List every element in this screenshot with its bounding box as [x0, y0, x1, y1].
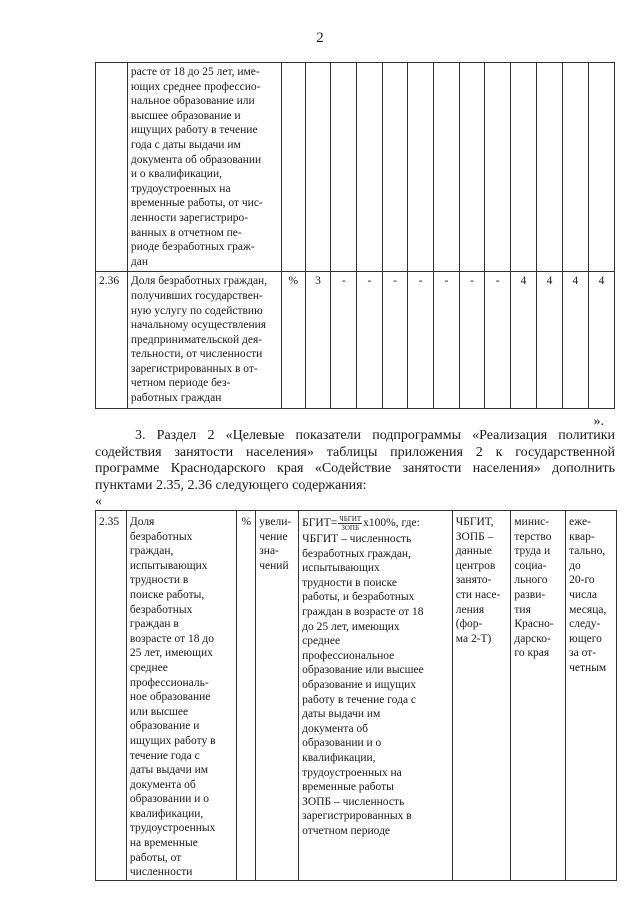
text-line: профессиональ- [129, 676, 209, 689]
text-line: ленности зарегистриро- [130, 211, 249, 224]
value-cell: 4 [510, 272, 536, 408]
row-number-cell: 2.36 [96, 272, 128, 408]
indicator-name-cell [127, 63, 281, 272]
text-line: ное образование [129, 691, 211, 704]
text-line: течение года с [129, 749, 200, 762]
text-line: квар- [569, 530, 595, 543]
text-line: квалификации, [302, 751, 376, 764]
value-cell [382, 63, 408, 272]
text-line: граждан в возрасте от 18 [302, 605, 424, 618]
text-line: минис- [514, 516, 550, 528]
text-line: получивших государствен- [130, 289, 263, 302]
text-line: 25 лет, имеющих [129, 647, 213, 660]
text-line: тия [514, 603, 531, 616]
value-cell [485, 63, 511, 272]
value-cell: 3 [305, 272, 331, 408]
responsible-cell [511, 511, 566, 881]
text-line: граждан, [129, 545, 174, 558]
text-line: образовании и о [302, 737, 382, 750]
text-line: образование и ищущих [302, 678, 417, 691]
data-source-cell [452, 511, 511, 881]
text-line: ма 2-Т) [455, 632, 492, 645]
text-line: граждан в [129, 618, 179, 631]
text-line: работных граждан [130, 392, 222, 405]
table-row [96, 272, 615, 408]
text-line: дарско- [514, 632, 551, 645]
table-row [96, 511, 617, 881]
text-line: Красно- [514, 618, 554, 631]
text-line: ищущих работу в [129, 734, 216, 747]
text-line: до 25 лет, имеющих [302, 620, 400, 633]
text-line: документа об образовании [130, 153, 262, 166]
text-line: высшее образование и [130, 109, 241, 122]
value-cell [459, 63, 485, 272]
value-cell: 4 [588, 272, 614, 408]
text-line: зна- [259, 545, 279, 558]
text-line: ЧБГИТ – численность [302, 533, 412, 545]
closing-quote: ». [593, 414, 604, 429]
text-line: безработных [129, 603, 193, 616]
text-line: работы, от [129, 851, 182, 864]
text-line: месяца, [569, 603, 607, 616]
formula-cell [299, 511, 453, 881]
text-line: безработных [129, 530, 193, 543]
text-line: поиске работы, [129, 588, 205, 601]
text-line: документа об [129, 778, 196, 791]
formula-lhs: БГИТ= [302, 517, 338, 530]
text-line: даты выдачи им [129, 764, 209, 777]
text-line: терство [514, 530, 552, 543]
value-cell: - [382, 272, 408, 408]
text-line: ЗОПБ – [455, 530, 494, 543]
text-line: тально, [569, 545, 606, 558]
text-line: возрасте от 18 до [129, 632, 214, 645]
text-line: еже- [569, 516, 591, 528]
text-line: четном периоде без- [130, 377, 231, 390]
text-line: риоде безработных граж- [130, 241, 255, 254]
value-cell: - [331, 272, 357, 408]
text-line: чение [259, 530, 288, 543]
fraction-denominator: ЗОПБ [341, 524, 359, 532]
text-line: Доля [129, 516, 155, 528]
text-line: до [569, 559, 581, 572]
text-line: следу- [569, 618, 601, 631]
indicator-name-cell [126, 511, 236, 881]
text-line: ющего [569, 632, 602, 645]
text-line: начальному осуществления [130, 319, 267, 332]
opening-quote: « [95, 494, 102, 509]
text-line: отчетном периоде [302, 824, 391, 837]
unit-cell: % [237, 511, 256, 881]
text-line: сти насе- [455, 588, 501, 601]
value-cell: - [357, 272, 383, 408]
text-line: зарегистрированных в от- [130, 362, 258, 375]
text-line: ющих среднее профессио- [130, 80, 261, 93]
value-cell: - [408, 272, 434, 408]
text-line: трудоустроенных на [302, 766, 402, 779]
text-line: нальное образование или [130, 95, 255, 108]
fraction-numerator: ЧБГИТ [339, 515, 362, 523]
text-line: чений [259, 559, 289, 572]
value-cell [536, 63, 562, 272]
text-line: года с даты выдачи им [130, 138, 241, 151]
text-line: временные работы, от чис- [130, 197, 263, 210]
value-cell [434, 63, 460, 272]
value-cell [588, 63, 614, 272]
text-line: трудности в [129, 574, 189, 587]
text-line: занято- [455, 574, 492, 587]
unit-cell [282, 63, 305, 272]
text-line: профессиональное [302, 649, 395, 662]
formula-fraction [338, 515, 362, 532]
text-line: тельности, от численности [130, 348, 263, 361]
value-cell: 4 [536, 272, 562, 408]
text-line: данные [455, 545, 492, 558]
period-cell [566, 511, 617, 881]
text-line: на временные [129, 837, 198, 850]
text-line: численности [129, 866, 193, 879]
text-line: образование и [129, 720, 200, 733]
indicators-table-continuation [95, 62, 615, 409]
formula-legend [302, 532, 449, 838]
text-line: 20-го [569, 574, 595, 587]
text-line: даты выдачи им [302, 708, 381, 721]
text-line: зарегистрированных в [302, 810, 412, 823]
page-number: 2 [316, 30, 324, 46]
text-line: го края [514, 647, 550, 660]
text-line: или высшее [129, 705, 189, 718]
value-cell [357, 63, 383, 272]
value-cell [562, 63, 588, 272]
text-line: увели- [259, 516, 292, 528]
table-row [96, 63, 615, 272]
text-line: и о квалификации, [130, 168, 222, 181]
text-line: числа [569, 588, 598, 601]
text-line: образование или высшее [302, 664, 424, 677]
text-line: образовании и о [129, 793, 210, 806]
text-line: ЧБГИТ, [455, 516, 494, 528]
target-indicators-table [95, 510, 617, 881]
unit-cell: % [282, 272, 305, 408]
text-line: трудоустроенных [129, 822, 216, 835]
value-cell: 4 [562, 272, 588, 408]
text-line: расте от 18 до 25 лет, име- [130, 66, 260, 78]
text-line: четным [569, 661, 607, 674]
text-line: испытывающих [302, 562, 380, 575]
row-number-cell: 2.35 [96, 511, 127, 881]
text-line: центров [455, 559, 496, 572]
text-line: Доля безработных граждан, [130, 275, 268, 288]
text-line: среднее [129, 661, 168, 674]
text-line: за от- [569, 647, 597, 660]
text-line: безработных граждан, [302, 547, 411, 560]
text-line: дан [130, 255, 149, 268]
value-cell: - [434, 272, 460, 408]
text-line: социа- [514, 559, 547, 572]
text-line: разви- [514, 588, 546, 601]
text-line: временные работы [302, 781, 394, 794]
value-cell [408, 63, 434, 272]
amendment-paragraph: 3. Раздел 2 «Целевые показатели подпрограммы «Реализация политики содействия занятости населения» таблицы приложения 2 к государственной программе Краснодарского края «Содействие занятости населения» дополнить пунктами 2.35, 2.36 следующего содержания: [95, 428, 615, 493]
text-line: ную услугу по содействию [130, 304, 263, 317]
text-line: среднее [302, 635, 341, 648]
formula-expression [302, 515, 449, 532]
formula-rhs: х100%, где: [363, 517, 420, 530]
text-line: ищущих работу в течение [130, 124, 258, 137]
text-line: предпринимательской дея- [130, 333, 263, 346]
value-cell [510, 63, 536, 272]
value-cell [305, 63, 331, 272]
text-line: испытывающих [129, 559, 208, 572]
text-line: квалификации, [129, 807, 204, 820]
text-line: ления [455, 603, 485, 616]
value-cell: - [485, 272, 511, 408]
value-cell [331, 63, 357, 272]
row-number-cell [96, 63, 128, 272]
text-line: работы, и безработных [302, 591, 415, 604]
text-line: работу в течение года с [302, 693, 417, 706]
text-line: документа об [302, 722, 369, 735]
text-line: (фор- [455, 618, 483, 631]
value-cell: - [459, 272, 485, 408]
text-line: трудности в поиске [302, 576, 397, 589]
indicator-name-cell [127, 272, 281, 408]
text-line: труда и [514, 545, 551, 558]
text-line: ванных в отчетном пе- [130, 226, 242, 239]
text-line: трудоустроенных на [130, 182, 231, 195]
text-line: льного [514, 574, 548, 587]
text-line: ЗОПБ – численность [302, 795, 405, 808]
calculation-type-cell [256, 511, 299, 881]
